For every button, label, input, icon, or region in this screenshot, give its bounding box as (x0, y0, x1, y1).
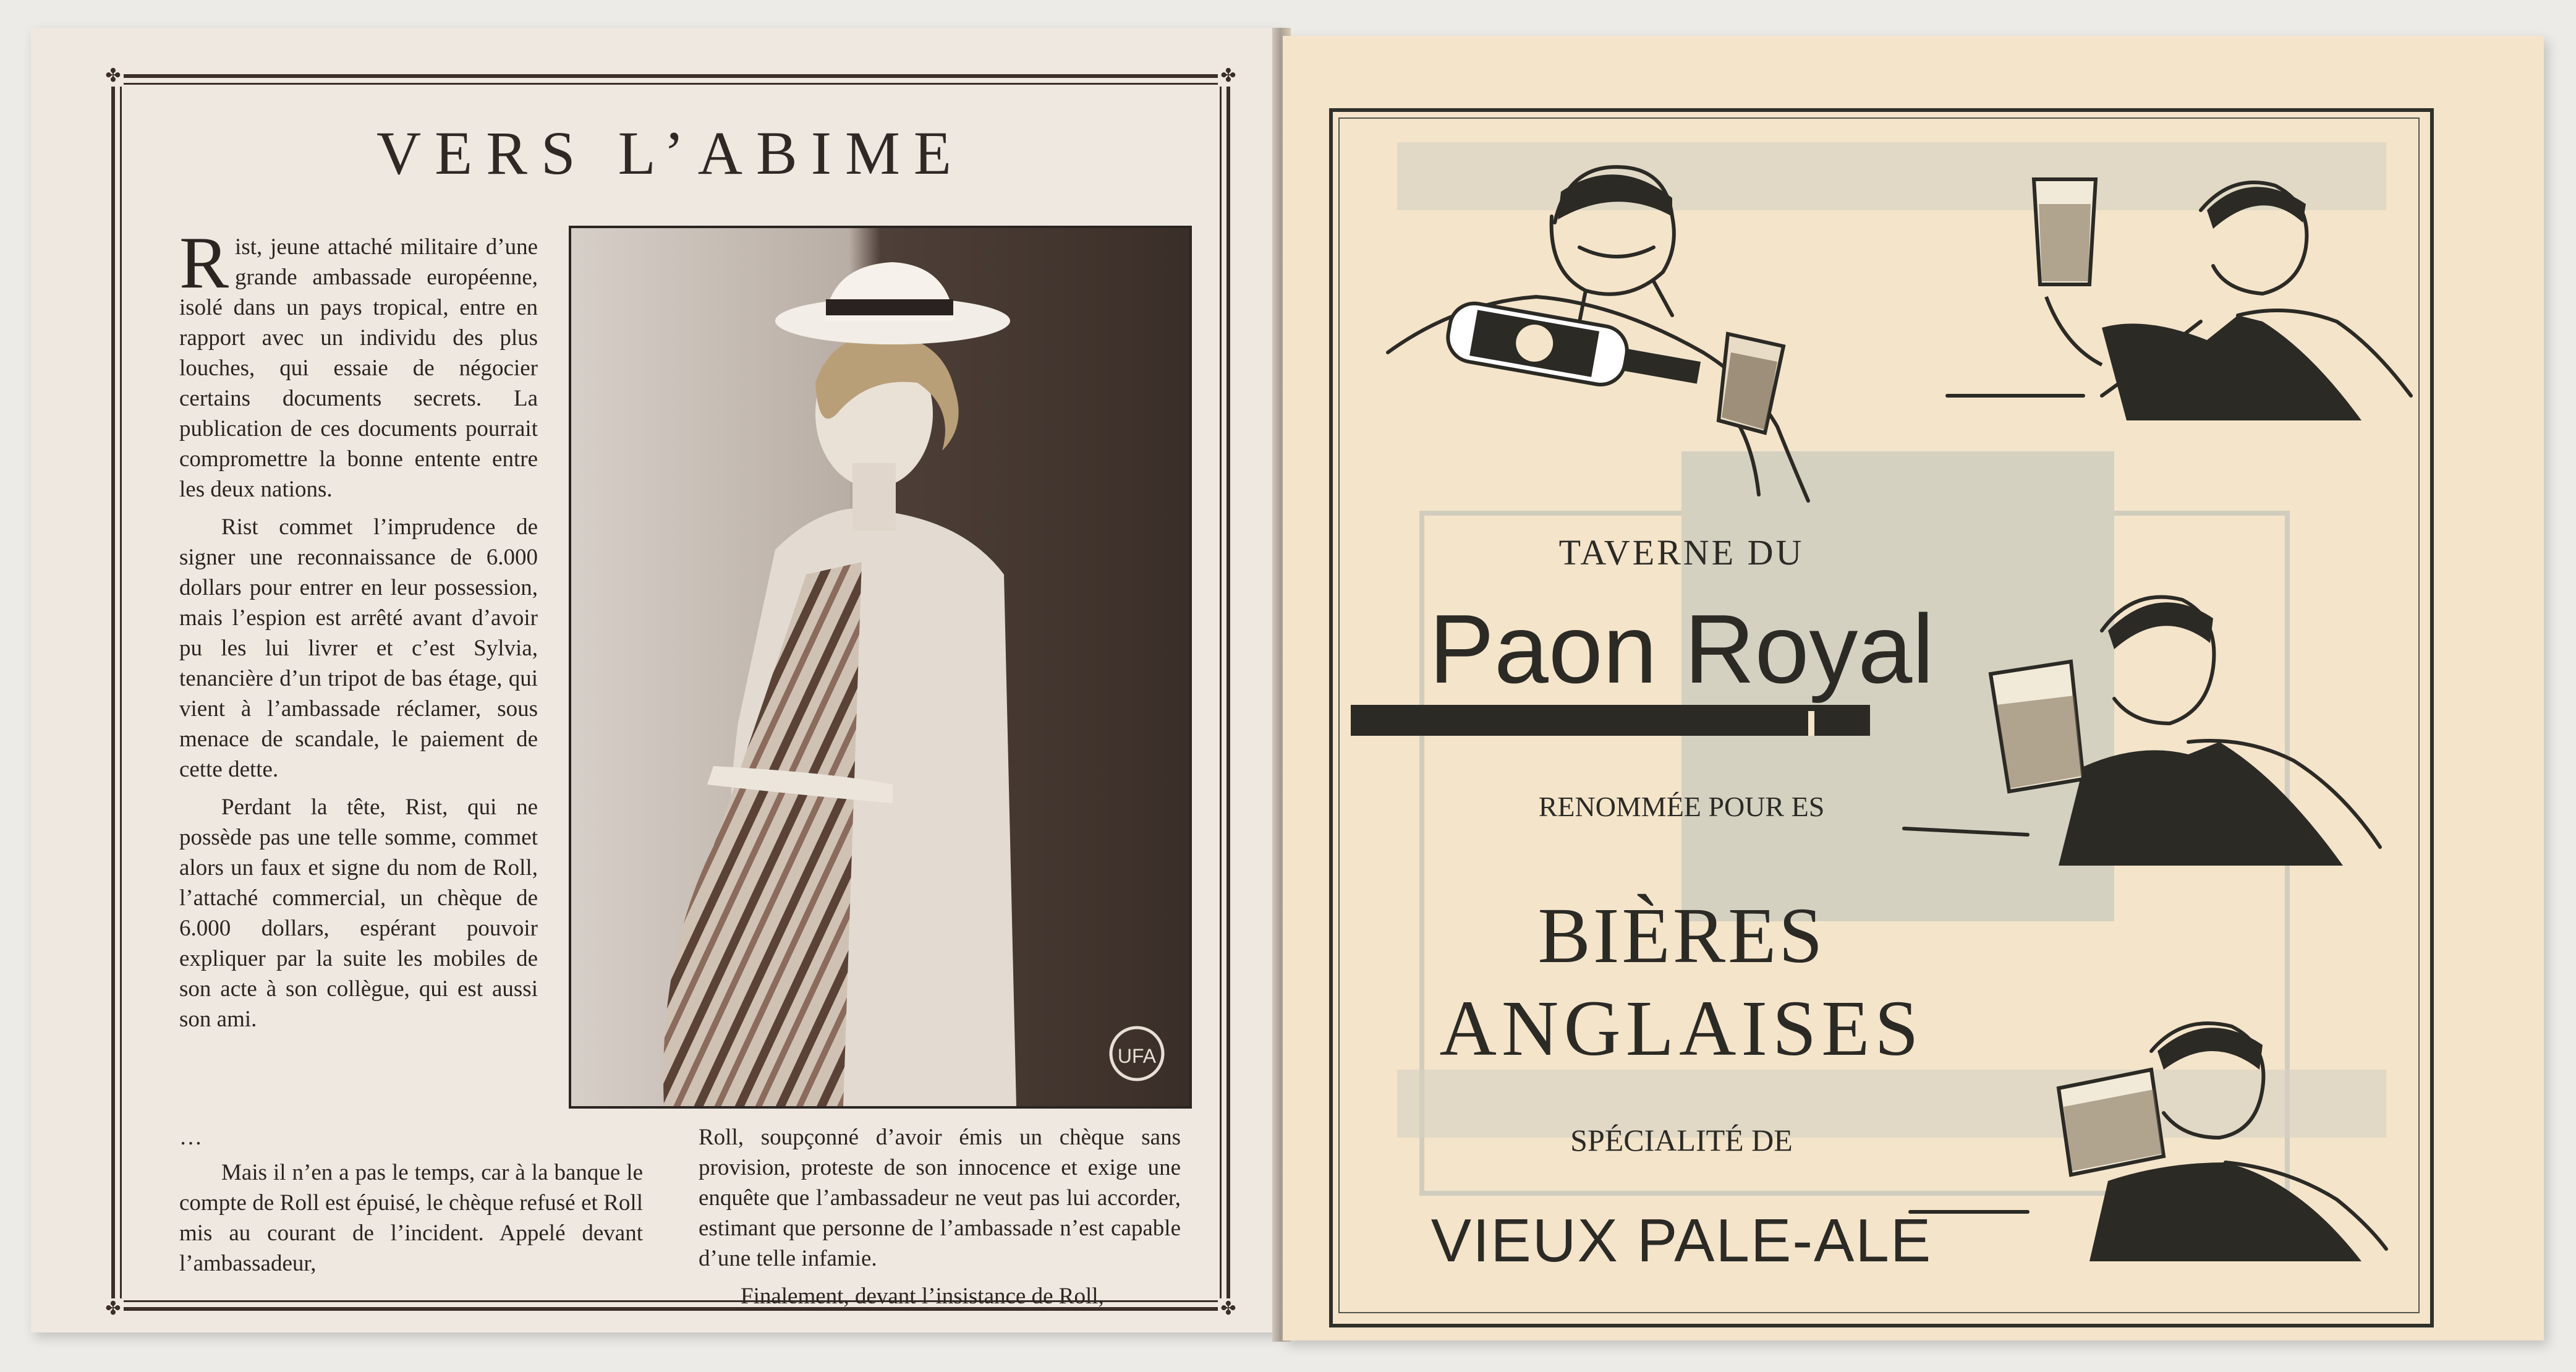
article-column-bottom-left (179, 1122, 643, 1279)
ad-pale-ale-heading: VIEUX PALE-ALE (1430, 1206, 1932, 1274)
woman-portrait-image (571, 228, 1189, 1106)
film-still-photo (569, 226, 1192, 1109)
ad-underline-bar-end (1814, 711, 1870, 736)
article-paragraph: Rist, jeune attaché militaire d’une grande ambassade européenne, isolé dans un pays tropical, entre en rapport avec un individu des plus louches, qui essaie de négocier certains documents secrets. La publication de ces documents pourrait compromettre la bonne entente entre les deux nations. (179, 221, 538, 502)
article-paragraph: Roll, soupçonné d’avoir émis un chèque sans provision, proteste de son innocence et exige une enquête que l’ambassadeur ne veut pas lui accorder, estimant que personne de l’ambassade n’est capable d’une telle infamie. (699, 1125, 1181, 1271)
article-column-top (179, 221, 538, 1034)
article-frame (105, 65, 1236, 1319)
ad-underline-bar (1351, 705, 1870, 736)
article-paragraph: … (179, 1125, 202, 1150)
frame-corner-ornament: ✤ (1218, 1298, 1239, 1319)
article-column-bottom-right (699, 1122, 1181, 1311)
article-paragraph: Finalement, devant l’insistance de Roll, (741, 1284, 1104, 1309)
ad-bieres-heading: BIÈRES (1537, 892, 1826, 979)
man-raising-glass-illustration (1941, 161, 2423, 451)
ad-anglaises-heading: ANGLAISES (1439, 984, 1924, 1072)
frame-corner-ornament: ✤ (1218, 66, 1239, 87)
article-title: VERS L’ABIME (376, 119, 966, 187)
man-pouring-beer-illustration (1382, 148, 1864, 513)
ad-tavern-name: Paon Royal (1429, 595, 1934, 704)
article-paragraph: Rist commet l’imprudence de signer une reconnaissance de 6.000 dollars pour entrer en leur possession, mais l’espion est arrêté avant d’avoir pu les lui livrer et c’est Sylvia, tenancière d’un tripot de bas étage, qui vient à l’ambassade réclamer, sous menace de scandale, le paiement de cette dette. (179, 514, 538, 782)
ad-taverne-label: TAVERNE DU (1558, 532, 1804, 573)
ufa-logo: UFA (1117, 1045, 1157, 1067)
article-paragraph: Mais il n’en a pas le temps, car à la banque le compte de Roll est épuisé, le chèque refusé et Roll mis au courant de l’incident. Appelé devant l’ambassadeur, (179, 1160, 643, 1276)
ad-specialite-label: SPÉCIALITÉ DE (1570, 1123, 1793, 1157)
article-paragraph: Perdant la tête, Rist, qui ne possède pas une telle somme, commet alors un faux et signe du nom de Roll, l’attaché commercial, un chèque de 6.000 dollars, espérant pouvoir expliquer par la suite les mobiles de son acte à son collègue, qui est aussi son ami. (179, 795, 538, 1032)
drop-cap: R (179, 221, 229, 304)
frame-corner-ornament: ✤ (103, 1298, 124, 1319)
ad-renommee-label: RENOMMÉE POUR ES (1538, 791, 1825, 822)
frame-corner-ornament: ✤ (103, 66, 124, 87)
